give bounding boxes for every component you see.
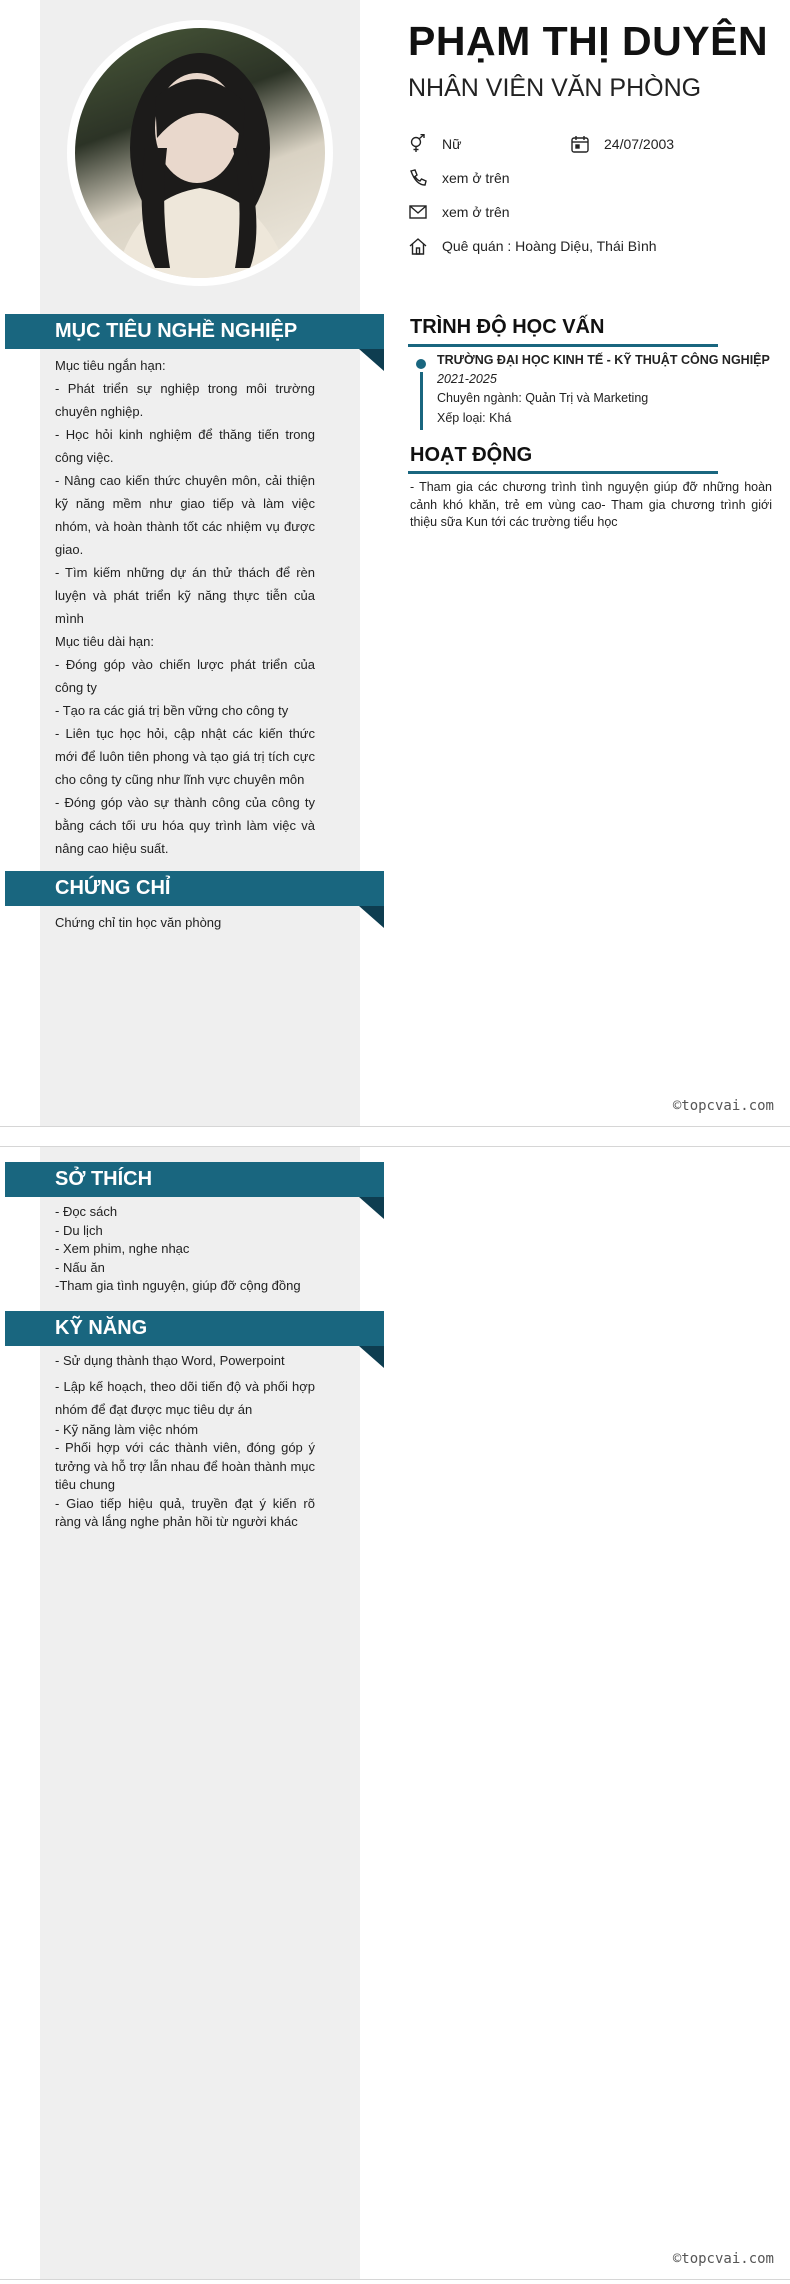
text-line: - Tìm kiếm những dự án thử thách để rèn luyện và phát triển kỹ năng thực tiễn của mình <box>55 565 315 626</box>
text-line: - Du lịch <box>55 1222 103 1238</box>
text-line: - Xem phim, nghe nhạc <box>55 1241 190 1256</box>
section-rule <box>408 344 718 347</box>
job-title: NHÂN VIÊN VĂN PHÒNG <box>408 74 702 102</box>
career-goal-title: MỤC TIÊU NGHỀ NGHIỆP <box>55 320 298 342</box>
career-goal-header <box>5 314 384 349</box>
certificates-title: CHỨNG CHỈ <box>55 877 171 899</box>
home-icon <box>408 236 428 256</box>
timeline-dot <box>416 359 426 369</box>
text-line: - Tạo ra các giá trị bền vững cho công ty <box>55 703 289 718</box>
birthday-row <box>570 134 674 154</box>
text-line: - Đóng góp vào sự thành công của công ty bằng cách tối ưu hóa quy trình làm việc và nâng cao hiệu suất. <box>55 795 315 856</box>
envelope-icon <box>408 202 428 222</box>
activities-title: HOẠT ĐỘNG <box>410 444 533 466</box>
candidate-name: PHẠM THỊ DUYÊN <box>408 18 769 64</box>
gender-icon <box>408 134 428 154</box>
ribbon-fold <box>359 349 384 371</box>
text-line: Mục tiêu ngắn hạn: <box>55 358 166 373</box>
phone-row <box>408 168 510 188</box>
hometown-row <box>408 236 657 256</box>
text-line: - Phát triển sự nghiệp trong môi trường chuyên nghiệp. <box>55 381 315 419</box>
text-line: Mục tiêu dài hạn: <box>55 634 155 649</box>
career-goal-content <box>55 354 315 860</box>
ribbon-fold <box>359 906 384 928</box>
text-line: - Liên tục học hỏi, cập nhật các kiến thức mới để luôn tiên phong và tạo giá trị tích cực cho công ty cũng như lĩnh vực chuyên môn <box>55 726 315 787</box>
school-name: TRƯỜNG ĐẠI HỌC KINH TẾ - KỸ THUẬT CÔNG NGHIỆP <box>437 353 770 367</box>
certificates-content <box>55 911 315 934</box>
text-line: - Lập kế hoạch, theo dõi tiến độ và phối hợp nhóm để đạt được mục tiêu dự án <box>55 1378 315 1417</box>
text-line: -Tham gia tình nguyện, giúp đỡ cộng đồng <box>55 1278 301 1293</box>
certificates-header <box>5 871 384 906</box>
hobbies-content <box>55 1203 315 1296</box>
hobbies-title: SỞ THÍCH <box>55 1168 153 1190</box>
cv-page-2 <box>0 1146 790 2280</box>
hobbies-header <box>5 1162 384 1197</box>
gender-row <box>408 134 461 154</box>
cv-page-1 <box>0 0 790 1127</box>
text-line: Chứng chỉ tin học văn phòng <box>55 915 222 930</box>
watermark: ©topcvai.com <box>672 1098 774 1114</box>
phone-value: xem ở trên <box>442 170 510 186</box>
text-line: - Phối hợp với các thành viên, đóng góp ý tưởng và hỗ trợ lẫn nhau để hoàn thành mục tiêu chung <box>55 1440 315 1492</box>
timeline-line <box>420 372 423 430</box>
ribbon-fold <box>359 1346 384 1368</box>
phone-icon <box>408 168 428 188</box>
calendar-icon <box>570 134 590 154</box>
text-line: - Nâng cao kiến thức chuyên môn, cải thiện kỹ năng mềm như giao tiếp và làm việc nhóm, và hoàn thành tốt các nhiệm vụ được giao. <box>55 473 315 557</box>
email-value: xem ở trên <box>442 204 510 220</box>
education-title: TRÌNH ĐỘ HỌC VẤN <box>410 316 605 338</box>
avatar <box>75 28 325 278</box>
text-line: - Đóng góp vào chiến lược phát triển của công ty <box>55 657 315 695</box>
skills-content <box>55 1352 315 1532</box>
hometown-value: Quê quán : Hoàng Diệu, Thái Bình <box>442 238 657 254</box>
school-years: 2021-2025 <box>437 372 497 386</box>
skills-header <box>5 1311 384 1346</box>
text-line: - Học hỏi kinh nghiệm để thăng tiến trong công việc. <box>55 427 315 465</box>
section-rule <box>408 471 718 474</box>
text-line: - Đọc sách <box>55 1204 118 1219</box>
skills-title: KỸ NĂNG <box>55 1317 148 1339</box>
ribbon-fold <box>359 1197 384 1219</box>
birthday-value: 24/07/2003 <box>604 136 675 152</box>
email-row <box>408 202 510 222</box>
school-rank: Xếp loại: Khá <box>437 411 512 425</box>
watermark: ©topcvai.com <box>672 2251 774 2267</box>
text-line: - Sử dụng thành thạo Word, Powerpoint <box>55 1353 285 1368</box>
gender-value: Nữ <box>442 136 462 152</box>
school-major: Chuyên ngành: Quản Trị và Marketing <box>437 391 649 405</box>
activities-text: - Tham gia các chương trình tình nguyện giúp đỡ những hoàn cảnh khó khăn, trẻ em vùng cao- Tham gia chương trình giới thiệu sữa Kun tới các trường tiểu học <box>410 480 772 529</box>
text-line: - Kỹ năng làm việc nhóm <box>55 1421 199 1437</box>
text-line: - Giao tiếp hiệu quả, truyền đạt ý kiến rõ ràng và lắng nghe phản hồi từ người khác <box>55 1495 315 1529</box>
text-line: - Nấu ăn <box>55 1259 105 1275</box>
